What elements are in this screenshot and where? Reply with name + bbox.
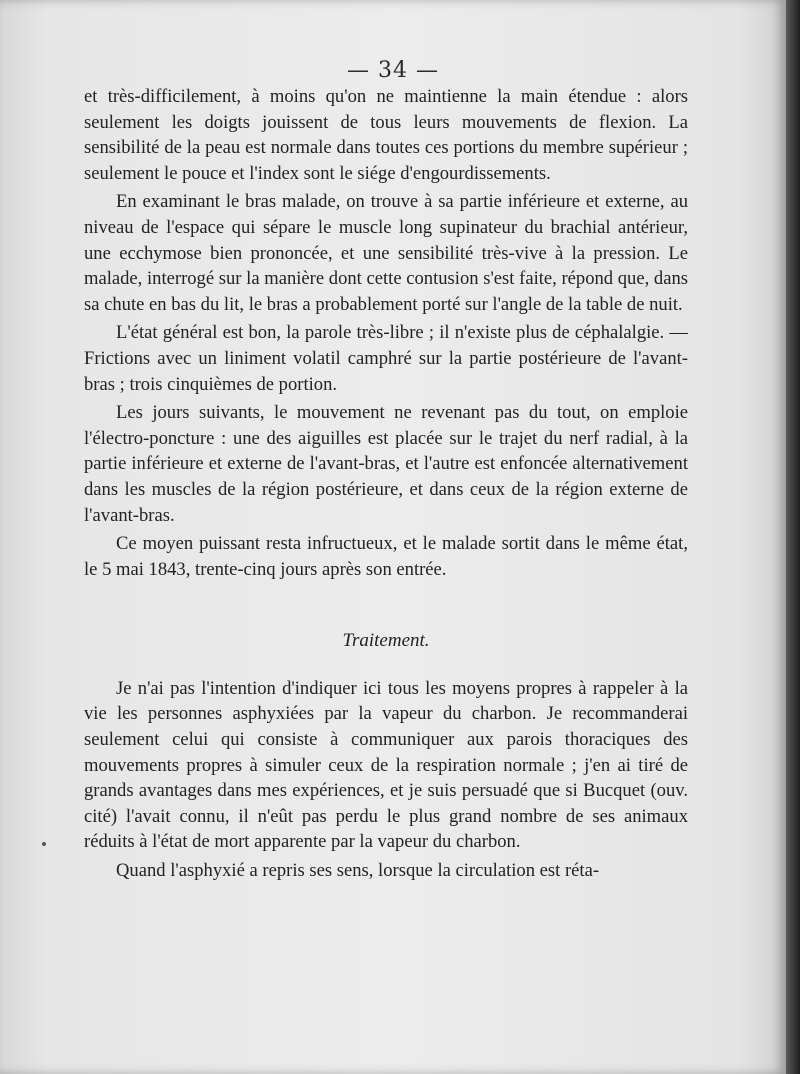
paragraph: Ce moyen puissant resta infructueux, et le malade sortit dans le même état, le 5 mai 1843, trente-cinq jours après son entrée. (84, 533, 688, 580)
ink-speck (42, 842, 46, 846)
paragraph: En examinant le bras malade, on trouve à sa partie inférieure et externe, au niveau de l'espace qui sépare le muscle long supinateur du brachial antérieur, une ecchymose bien prononcée, et une sensibilité très-vive à la pression. Le malade, interrogé sur la manière dont cette contusion s'est faite, répond que, dans sa chute en bas du lit, le bras a probablement porté sur l'angle de la table de nuit. (84, 191, 688, 315)
paragraph: Je n'ai pas l'intention d'indiquer ici tous les moyens propres à rappeler à la vie les personnes asphyxiées par la vapeur du charbon. Je recommanderai seulement celui qui consiste à communiquer aux parois thoraciques des mouvements propres à simuler ceux de la respiration normale ; j'en ai tiré de grands avantages dans mes expériences, et je suis persuadé que si Bucquet (ouv. cité) l'avait connu, il n'eût pas perdu le plus grand nombre de ses animaux réduits à l'état de mort apparente par la vapeur du charbon. (84, 677, 688, 853)
paragraph: L'état général est bon, la parole très-libre ; il n'existe plus de céphalalgie. — Frictions avec un liniment volatil camphré sur la partie postérieure de l'avant-bras ; trois cinquièmes de portion. (84, 322, 688, 395)
paragraph: Quand l'asphyxié a repris ses sens, lorsque la circulation est réta- (116, 860, 600, 882)
paragraph: Les jours suivants, le mouvement ne revenant pas du tout, on emploie l'électro-poncture : une des aiguilles est placée sur le trajet du nerf radial, à la partie inférieure et externe de l'avant-bras, et l'autre est enfoncée alternativement dans les muscles de la région postérieure, et dans ceux de la région externe de l'avant-bras. (84, 402, 688, 526)
page-edge-shadow (786, 0, 800, 1074)
page-number: — 34 — (347, 58, 439, 83)
section-title: Traitement. (342, 630, 430, 652)
page-body (84, 84, 688, 884)
paragraph: et très-difficilement, à moins qu'on ne maintienne la main étendue : alors seulement les doigts jouissent de tous leurs mouvements de flexion. La sensibilité de la peau est normale dans toutes ces portions du membre supérieur ; seulement le pouce et l'index sont le siége d'engourdissements. (84, 86, 688, 184)
